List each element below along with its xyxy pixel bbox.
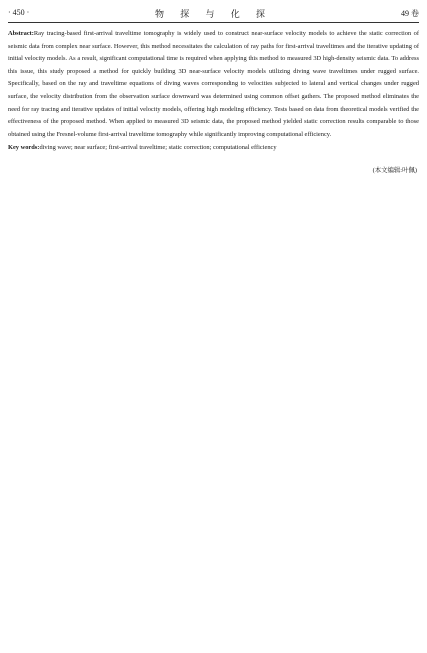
keywords-paragraph — [8, 142, 419, 155]
abstract-separator: : — [31, 30, 34, 37]
page-header — [8, 8, 419, 20]
abstract-text: Ray tracing-based first-arrival traveltime tomography is widely used to construct near-surface velocity models to achieve the static correction of seismic data from complex near surface. However, this method necessitates the calculation of ray paths for first-arrival traveltimes and the iterative updating of initial velocity models. As a result, significant computational time is required when applying this method to measured 3D high-density seismic data. To address this issue, this study proposed a method for quickly building 3D near-surface velocity models utilizing diving wave traveltimes under rugged surface. Specifically, based on the ray and traveltime equations of diving waves corresponding to velocities subjected to lateral and vertical changes under rugged surface, the velocity distribution from the observation surface downward was determined using common offset gathers. The proposed method eliminates the need for ray tracing and iterative updates of initial velocity models, offering high modeling efficiency. Tests based on data from theoretical models verified the effectiveness of the proposed method. When applied to measured 3D seismic data, the proposed method yielded static correction results comparable to those obtained using the Fresnel-volume first-arrival traveltime tomography while significantly improving computational efficiency. — [8, 30, 419, 138]
page-content — [8, 28, 419, 174]
keywords-text: diving wave; near surface; first-arrival traveltime; static correction; computational efficiency — [39, 144, 277, 152]
journal-title: 物 探 与 化 探 — [154, 9, 272, 19]
keywords-separator: : — [37, 144, 40, 152]
volume-label: 49 卷 — [401, 9, 419, 18]
page-number: · 450 · — [8, 8, 30, 17]
abstract-paragraph — [8, 28, 419, 141]
keywords-label: Key words — [8, 144, 38, 152]
editor-note: (本文编辑:叶佩) — [372, 166, 417, 174]
abstract-label: Abstract — [8, 30, 32, 37]
header-rule — [8, 22, 419, 23]
